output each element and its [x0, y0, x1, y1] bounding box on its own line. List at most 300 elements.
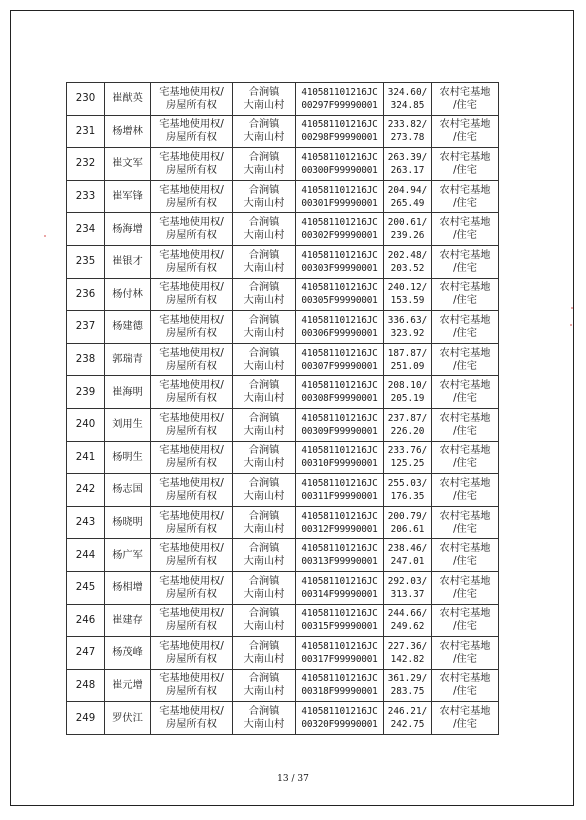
area-value-line: 153.59	[390, 295, 425, 307]
right-type-line: 房屋所有权	[166, 556, 217, 568]
right-type-cell	[151, 441, 233, 474]
unit-code-line: 00297F99990001	[301, 99, 378, 111]
unit-code-line: 410581101216JC	[301, 412, 378, 424]
right-type-cell	[151, 83, 233, 116]
location-line: 大南山村	[243, 164, 285, 176]
land-use-line: /住宅	[453, 295, 477, 307]
area-value-line: 240.12/	[387, 282, 428, 294]
land-use-line: 农村宅基地	[439, 119, 491, 131]
right-type-cell	[151, 571, 233, 604]
location-line: 大南山村	[243, 197, 285, 209]
location-line: 合涧镇	[248, 86, 280, 98]
location-cell	[233, 539, 296, 572]
location-line: 合涧镇	[248, 445, 280, 457]
row-number-cell: 245	[67, 571, 105, 604]
land-use-line: 农村宅基地	[439, 706, 491, 718]
unit-code-line: 410581101216JC	[301, 608, 378, 620]
land-use-cell	[432, 311, 499, 344]
right-type-line: 房屋所有权	[166, 490, 217, 502]
right-type-cell	[151, 376, 233, 409]
land-use-cell	[432, 376, 499, 409]
unit-code-cell	[296, 702, 384, 735]
land-use-line: /住宅	[453, 523, 477, 535]
area-value-cell	[384, 441, 432, 474]
area-value-line: 226.20	[390, 425, 425, 437]
unit-code-line: 410581101216JC	[301, 249, 378, 261]
right-type-line: 房屋所有权	[166, 621, 217, 633]
unit-code-line: 00302F99990001	[301, 230, 378, 242]
row-number-cell: 249	[67, 702, 105, 735]
scan-speck	[44, 235, 46, 237]
area-value-cell	[384, 83, 432, 116]
unit-code-line: 00306F99990001	[301, 327, 378, 339]
land-use-line: /住宅	[453, 588, 477, 600]
location-line: 合涧镇	[248, 119, 280, 131]
land-use-cell	[432, 506, 499, 539]
area-value-line: 263.17	[390, 164, 425, 176]
right-type-line: 宅基地使用权/	[159, 151, 224, 163]
unit-code-line: 00308F99990001	[301, 393, 378, 405]
area-value-cell	[384, 571, 432, 604]
right-type-cell	[151, 148, 233, 181]
right-type-line: 宅基地使用权/	[159, 640, 224, 652]
right-type-line: 房屋所有权	[166, 327, 217, 339]
unit-code-line: 410581101216JC	[301, 347, 378, 359]
land-use-line: 农村宅基地	[439, 380, 491, 392]
area-value-line: 176.35	[390, 490, 425, 502]
land-use-cell	[432, 115, 499, 148]
land-use-line: 农村宅基地	[439, 575, 491, 587]
location-line: 合涧镇	[248, 412, 280, 424]
row-number-cell: 246	[67, 604, 105, 637]
area-value-line: 142.82	[390, 653, 425, 665]
area-value-line: 204.94/	[387, 184, 428, 196]
row-number-cell: 235	[67, 245, 105, 278]
right-type-cell	[151, 474, 233, 507]
location-line: 合涧镇	[248, 184, 280, 196]
land-use-line: 农村宅基地	[439, 543, 491, 555]
unit-code-line: 00301F99990001	[301, 197, 378, 209]
unit-code-line: 410581101216JC	[301, 477, 378, 489]
area-value-line: 249.62	[390, 621, 425, 633]
right-type-line: 宅基地使用权/	[159, 477, 224, 489]
table-row	[67, 343, 499, 376]
owner-name-cell: 杨广军	[105, 539, 151, 572]
table-row	[67, 637, 499, 670]
location-line: 合涧镇	[248, 347, 280, 359]
location-line: 大南山村	[243, 230, 285, 242]
area-value-cell	[384, 311, 432, 344]
location-cell	[233, 571, 296, 604]
right-type-cell	[151, 213, 233, 246]
right-type-line: 房屋所有权	[166, 393, 217, 405]
land-use-cell	[432, 637, 499, 670]
row-number-cell: 238	[67, 343, 105, 376]
location-line: 合涧镇	[248, 706, 280, 718]
right-type-line: 宅基地使用权/	[159, 119, 224, 131]
right-type-line: 房屋所有权	[166, 588, 217, 600]
table-row	[67, 506, 499, 539]
location-cell	[233, 278, 296, 311]
unit-code-cell	[296, 245, 384, 278]
unit-code-cell	[296, 311, 384, 344]
land-use-cell	[432, 245, 499, 278]
unit-code-cell	[296, 148, 384, 181]
area-value-cell	[384, 506, 432, 539]
location-line: 合涧镇	[248, 543, 280, 555]
land-use-cell	[432, 441, 499, 474]
right-type-line: 宅基地使用权/	[159, 86, 224, 98]
row-number-cell: 243	[67, 506, 105, 539]
row-number-cell: 242	[67, 474, 105, 507]
land-use-line: 农村宅基地	[439, 347, 491, 359]
right-type-line: 房屋所有权	[166, 197, 217, 209]
unit-code-line: 410581101216JC	[301, 86, 378, 98]
table-row	[67, 669, 499, 702]
area-value-line: 246.21/	[387, 706, 428, 718]
owner-name-cell: 杨增林	[105, 115, 151, 148]
table-row	[67, 311, 499, 344]
location-cell	[233, 311, 296, 344]
right-type-line: 房屋所有权	[166, 164, 217, 176]
table-row	[67, 474, 499, 507]
area-value-line: 205.19	[390, 393, 425, 405]
table-row	[67, 539, 499, 572]
unit-code-line: 410581101216JC	[301, 151, 378, 163]
right-type-line: 房屋所有权	[166, 653, 217, 665]
area-value-line: 203.52	[390, 262, 425, 274]
table-row	[67, 213, 499, 246]
right-type-cell	[151, 278, 233, 311]
unit-code-cell	[296, 408, 384, 441]
location-line: 合涧镇	[248, 380, 280, 392]
owner-name-cell: 杨建德	[105, 311, 151, 344]
land-use-line: /住宅	[453, 360, 477, 372]
land-use-line: /住宅	[453, 132, 477, 144]
table-row	[67, 702, 499, 735]
land-use-line: 农村宅基地	[439, 249, 491, 261]
land-use-cell	[432, 604, 499, 637]
location-cell	[233, 441, 296, 474]
land-use-cell	[432, 408, 499, 441]
owner-name-cell: 杨海增	[105, 213, 151, 246]
location-cell	[233, 213, 296, 246]
unit-code-line: 410581101216JC	[301, 575, 378, 587]
owner-name-cell: 杨明生	[105, 441, 151, 474]
right-type-line: 房屋所有权	[166, 686, 217, 698]
unit-code-line: 410581101216JC	[301, 314, 378, 326]
unit-code-line: 410581101216JC	[301, 640, 378, 652]
location-line: 大南山村	[243, 262, 285, 274]
table-row	[67, 83, 499, 116]
area-value-cell	[384, 213, 432, 246]
land-use-cell	[432, 669, 499, 702]
area-value-line: 263.39/	[387, 151, 428, 163]
area-value-cell	[384, 474, 432, 507]
right-type-line: 宅基地使用权/	[159, 282, 224, 294]
row-number-cell: 233	[67, 180, 105, 213]
unit-code-line: 00310F99990001	[301, 458, 378, 470]
row-number-cell: 231	[67, 115, 105, 148]
land-use-cell	[432, 278, 499, 311]
location-line: 大南山村	[243, 458, 285, 470]
land-use-cell	[432, 539, 499, 572]
table-row	[67, 180, 499, 213]
area-value-line: 361.29/	[387, 673, 428, 685]
area-value-line: 244.66/	[387, 608, 428, 620]
right-type-line: 宅基地使用权/	[159, 412, 224, 424]
table-row	[67, 604, 499, 637]
table-row	[67, 278, 499, 311]
area-value-line: 202.48/	[387, 249, 428, 261]
location-cell	[233, 669, 296, 702]
right-type-line: 房屋所有权	[166, 230, 217, 242]
right-type-cell	[151, 637, 233, 670]
land-use-line: 农村宅基地	[439, 217, 491, 229]
unit-code-cell	[296, 83, 384, 116]
unit-code-cell	[296, 474, 384, 507]
unit-code-line: 410581101216JC	[301, 184, 378, 196]
table-body	[67, 83, 499, 735]
unit-code-line: 00314F99990001	[301, 588, 378, 600]
row-number-cell: 239	[67, 376, 105, 409]
unit-code-line: 00320F99990001	[301, 719, 378, 731]
area-value-line: 206.61	[390, 523, 425, 535]
land-use-cell	[432, 571, 499, 604]
table-row	[67, 441, 499, 474]
unit-code-cell	[296, 376, 384, 409]
right-type-cell	[151, 245, 233, 278]
land-use-cell	[432, 343, 499, 376]
row-number-cell: 236	[67, 278, 105, 311]
unit-code-cell	[296, 441, 384, 474]
location-cell	[233, 115, 296, 148]
row-number-cell: 247	[67, 637, 105, 670]
land-use-line: 农村宅基地	[439, 445, 491, 457]
unit-code-line: 00313F99990001	[301, 556, 378, 568]
location-line: 大南山村	[243, 327, 285, 339]
right-type-line: 房屋所有权	[166, 262, 217, 274]
right-type-line: 房屋所有权	[166, 523, 217, 535]
scan-speck	[570, 324, 572, 326]
unit-code-cell	[296, 539, 384, 572]
land-use-line: /住宅	[453, 327, 477, 339]
area-value-line: 208.10/	[387, 380, 428, 392]
row-number-cell: 230	[67, 83, 105, 116]
owner-name-cell: 崔海明	[105, 376, 151, 409]
land-use-line: 农村宅基地	[439, 608, 491, 620]
location-line: 合涧镇	[248, 640, 280, 652]
area-value-line: 200.61/	[387, 217, 428, 229]
right-type-line: 宅基地使用权/	[159, 543, 224, 555]
area-value-line: 237.87/	[387, 412, 428, 424]
land-use-line: 农村宅基地	[439, 673, 491, 685]
right-type-line: 房屋所有权	[166, 99, 217, 111]
location-line: 大南山村	[243, 653, 285, 665]
right-type-cell	[151, 180, 233, 213]
location-line: 大南山村	[243, 490, 285, 502]
unit-code-line: 410581101216JC	[301, 217, 378, 229]
land-use-line: /住宅	[453, 719, 477, 731]
owner-name-cell: 崔猷英	[105, 83, 151, 116]
row-number-cell: 237	[67, 311, 105, 344]
right-type-line: 宅基地使用权/	[159, 184, 224, 196]
unit-code-cell	[296, 571, 384, 604]
location-cell	[233, 408, 296, 441]
land-use-line: /住宅	[453, 556, 477, 568]
location-line: 大南山村	[243, 132, 285, 144]
unit-code-line: 410581101216JC	[301, 543, 378, 555]
area-value-cell	[384, 245, 432, 278]
location-line: 大南山村	[243, 393, 285, 405]
unit-code-line: 00300F99990001	[301, 164, 378, 176]
area-value-line: 255.03/	[387, 477, 428, 489]
area-value-line: 238.46/	[387, 543, 428, 555]
area-value-cell	[384, 343, 432, 376]
location-line: 合涧镇	[248, 575, 280, 587]
owner-name-cell: 罗伏江	[105, 702, 151, 735]
right-type-line: 房屋所有权	[166, 132, 217, 144]
land-use-line: /住宅	[453, 458, 477, 470]
land-use-cell	[432, 180, 499, 213]
right-type-line: 宅基地使用权/	[159, 673, 224, 685]
land-use-line: 农村宅基地	[439, 412, 491, 424]
right-type-cell	[151, 669, 233, 702]
area-value-cell	[384, 539, 432, 572]
area-value-line: 233.76/	[387, 445, 428, 457]
right-type-line: 宅基地使用权/	[159, 380, 224, 392]
land-use-line: /住宅	[453, 621, 477, 633]
unit-code-line: 00309F99990001	[301, 425, 378, 437]
right-type-line: 宅基地使用权/	[159, 249, 224, 261]
land-use-line: /住宅	[453, 425, 477, 437]
land-use-line: 农村宅基地	[439, 184, 491, 196]
right-type-line: 宅基地使用权/	[159, 445, 224, 457]
location-line: 大南山村	[243, 425, 285, 437]
location-cell	[233, 702, 296, 735]
right-type-line: 宅基地使用权/	[159, 347, 224, 359]
location-cell	[233, 83, 296, 116]
unit-code-line: 00311F99990001	[301, 490, 378, 502]
owner-name-cell: 杨志国	[105, 474, 151, 507]
land-use-line: /住宅	[453, 230, 477, 242]
page-number: 13 / 37	[277, 774, 309, 784]
table-row	[67, 408, 499, 441]
row-number-cell: 248	[67, 669, 105, 702]
area-value-cell	[384, 604, 432, 637]
unit-code-line: 00305F99990001	[301, 295, 378, 307]
location-line: 大南山村	[243, 621, 285, 633]
owner-name-cell: 杨茂峰	[105, 637, 151, 670]
right-type-line: 宅基地使用权/	[159, 510, 224, 522]
area-value-line: 324.60/	[387, 86, 428, 98]
area-value-line: 324.85	[390, 99, 425, 111]
right-type-line: 宅基地使用权/	[159, 706, 224, 718]
location-line: 合涧镇	[248, 608, 280, 620]
row-number-cell: 241	[67, 441, 105, 474]
right-type-line: 宅基地使用权/	[159, 314, 224, 326]
owner-name-cell: 刘用生	[105, 408, 151, 441]
land-use-line: /住宅	[453, 686, 477, 698]
area-value-cell	[384, 376, 432, 409]
area-value-line: 233.82/	[387, 119, 428, 131]
unit-code-line: 00298F99990001	[301, 132, 378, 144]
unit-code-line: 410581101216JC	[301, 380, 378, 392]
area-value-cell	[384, 180, 432, 213]
location-cell	[233, 637, 296, 670]
table-row	[67, 245, 499, 278]
land-use-line: /住宅	[453, 197, 477, 209]
land-use-line: /住宅	[453, 99, 477, 111]
location-line: 合涧镇	[248, 477, 280, 489]
unit-code-line: 410581101216JC	[301, 445, 378, 457]
unit-code-line: 410581101216JC	[301, 673, 378, 685]
area-value-line: 125.25	[390, 458, 425, 470]
area-value-line: 323.92	[390, 327, 425, 339]
area-value-line: 187.87/	[387, 347, 428, 359]
land-use-line: /住宅	[453, 393, 477, 405]
area-value-cell	[384, 637, 432, 670]
location-cell	[233, 474, 296, 507]
land-use-line: /住宅	[453, 164, 477, 176]
registration-table	[66, 82, 499, 735]
location-line: 大南山村	[243, 588, 285, 600]
unit-code-cell	[296, 669, 384, 702]
area-value-line: 313.37	[390, 588, 425, 600]
owner-name-cell: 杨付林	[105, 278, 151, 311]
land-use-line: 农村宅基地	[439, 282, 491, 294]
location-cell	[233, 376, 296, 409]
table-row	[67, 571, 499, 604]
location-line: 大南山村	[243, 719, 285, 731]
unit-code-cell	[296, 115, 384, 148]
right-type-cell	[151, 604, 233, 637]
right-type-line: 宅基地使用权/	[159, 575, 224, 587]
area-value-line: 251.09	[390, 360, 425, 372]
area-value-line: 265.49	[390, 197, 425, 209]
owner-name-cell: 杨相增	[105, 571, 151, 604]
right-type-cell	[151, 539, 233, 572]
unit-code-cell	[296, 278, 384, 311]
land-use-line: /住宅	[453, 262, 477, 274]
owner-name-cell: 崔文军	[105, 148, 151, 181]
unit-code-line: 00312F99990001	[301, 523, 378, 535]
right-type-cell	[151, 311, 233, 344]
table-row	[67, 115, 499, 148]
area-value-line: 247.01	[390, 556, 425, 568]
location-line: 大南山村	[243, 295, 285, 307]
row-number-cell: 234	[67, 213, 105, 246]
right-type-line: 房屋所有权	[166, 295, 217, 307]
area-value-line: 336.63/	[387, 314, 428, 326]
right-type-line: 房屋所有权	[166, 360, 217, 372]
location-line: 大南山村	[243, 99, 285, 111]
location-line: 大南山村	[243, 686, 285, 698]
row-number-cell: 240	[67, 408, 105, 441]
land-use-cell	[432, 83, 499, 116]
right-type-line: 房屋所有权	[166, 719, 217, 731]
area-value-line: 200.79/	[387, 510, 428, 522]
area-value-cell	[384, 669, 432, 702]
unit-code-cell	[296, 637, 384, 670]
right-type-line: 宅基地使用权/	[159, 608, 224, 620]
location-line: 合涧镇	[248, 249, 280, 261]
table-row	[67, 376, 499, 409]
right-type-cell	[151, 115, 233, 148]
unit-code-cell	[296, 343, 384, 376]
unit-code-cell	[296, 506, 384, 539]
right-type-cell	[151, 343, 233, 376]
